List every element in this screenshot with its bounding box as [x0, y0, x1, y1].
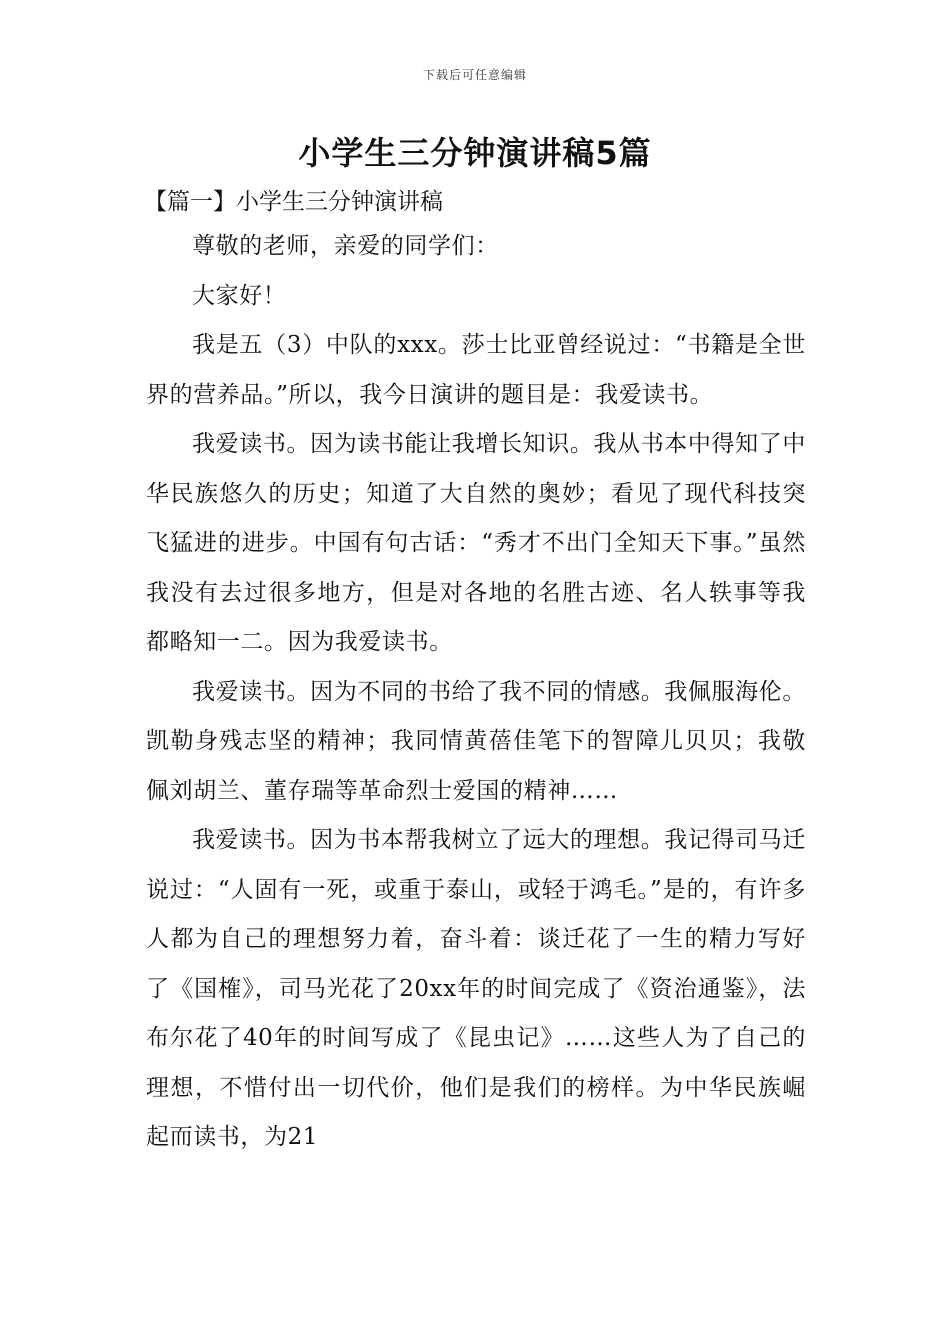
- paragraph-greeting: 尊敬的老师，亲爱的同学们：: [192, 233, 499, 259]
- paragraph-intro: 我是五（3）中队的xxx。莎士比亚曾经说过：“书籍是全世界的营养品。”所以，我今日演讲的题目是：我爱读书。: [146, 332, 806, 408]
- paragraph-hello: 大家好！: [192, 282, 287, 309]
- paragraph-ideals: 我爱读书。因为书本帮我树立了远大的理想。我记得司马迁说过：“人固有一死，或重于泰山，或轻于鸿毛。”是的，有许多人都为自己的理想努力着，奋斗着：谈迁花了一生的精力写好了《国榷》，司马光花了20xx年的时间完成了《资治通鉴》，法布尔花了40年的时间写成了《昆虫记》……这些人为了自己的理想，不惜付出一切代价，他们是我们的榜样。为中华民族崛起而读书，为21: [146, 827, 806, 1150]
- paragraph-knowledge: 我爱读书。因为读书能让我增长知识。我从书本中得知了中华民族悠久的历史；知道了大自然的奥妙；看见了现代科技突飞猛进的进步。中国有句古话：“秀才不出门全知天下事。”虽然我没有去过很多地方，但是对各地的名胜古迹、名人轶事等我都略知一二。因为我爱读书。: [146, 431, 806, 655]
- section-heading: 【篇一】小学生三分钟演讲稿: [144, 189, 443, 215]
- header-note: 下载后可任意编辑: [422, 68, 527, 82]
- paragraph-emotion: 我爱读书。因为不同的书给了我不同的情感。我佩服海伦。凯勒身残志坚的精神；我同情黄蓓佳笔下的智障儿贝贝；我敬佩刘胡兰、董存瑞等革命烈士爱国的精神……: [146, 678, 806, 804]
- document-title: 小学生三分钟演讲稿5篇: [298, 134, 652, 172]
- document-body: [146, 222, 806, 1163]
